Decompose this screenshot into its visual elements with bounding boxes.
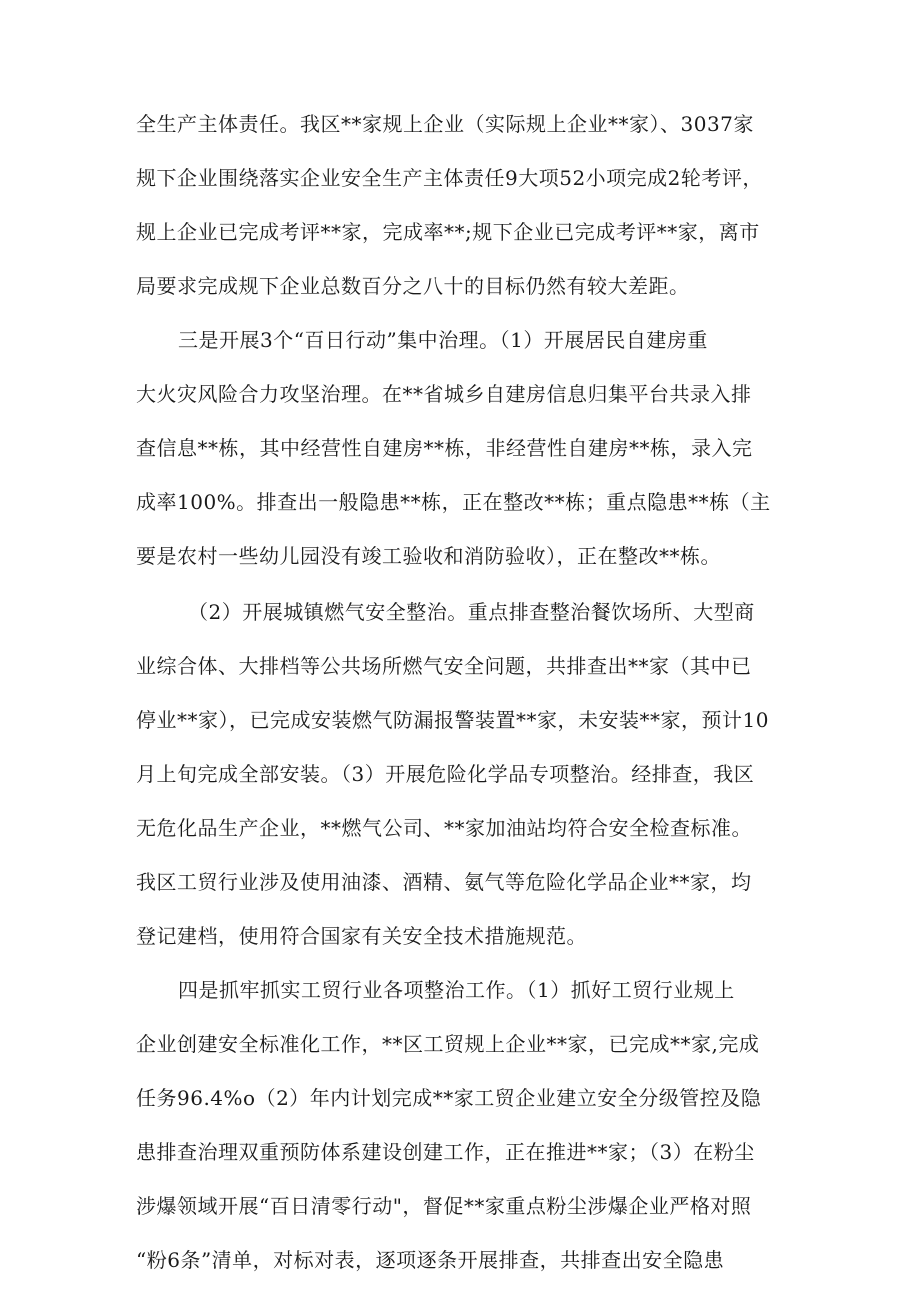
text-line: 查信息**栋，其中经营性自建房**栋，非经营性自建房**栋，录入完 bbox=[136, 436, 753, 460]
text-line: 要是农村一些幼儿园没有竣工验收和消防验收），正在整改**栋。 bbox=[136, 544, 721, 568]
text-line: “粉6条”清单，对标对表，逐项逐条开展排查，共排查出安全隐患 bbox=[136, 1248, 725, 1272]
paragraph-start-line: 四是抓牢抓实工贸行业各项整治工作。（1）抓好工贸行业规上 bbox=[178, 978, 735, 1002]
text-line: 局要求完成规下企业总数百分之八十的目标仍然有较大差距。 bbox=[136, 274, 690, 298]
paragraph-start-line: （2）开展城镇燃气安全整治。重点排查整治餐饮场所、大型商 bbox=[188, 600, 755, 624]
text-line: 成率100%。排查出一般隐患**栋，正在整改**栋；重点隐患**栋（主 bbox=[136, 490, 771, 514]
text-line: 大火灾风险合力攻坚治理。在**省城乡自建房信息归集平台共录入排 bbox=[136, 382, 752, 406]
text-line: 登记建档，使用符合国家有关安全技术措施规范。 bbox=[136, 924, 587, 948]
text-line: 我区工贸行业涉及使用油漆、酒精、氨气等危险化学品企业**家，均 bbox=[136, 870, 752, 894]
text-line: 规下企业围绕落实企业安全生产主体责任9大项52小项完成2轮考评， bbox=[136, 166, 763, 190]
text-line: 患排查治理双重预防体系建设创建工作，正在推进**家；（3）在粉尘 bbox=[136, 1140, 755, 1164]
text-line: 无危化品生产企业，**燃气公司、**家加油站均符合安全检查标准。 bbox=[136, 816, 752, 840]
text-line: 涉爆领域开展“百日清零行动"，督促**家重点粉尘涉爆企业严格对照 bbox=[136, 1194, 752, 1218]
paragraph-start-line: 三是开展3个“百日行动”集中治理。（1）开展居民自建房重 bbox=[178, 328, 708, 352]
text-line: 全生产主体责任。我区**家规上企业（实际规上企业**家）、3037家 bbox=[136, 112, 754, 136]
text-line: 业综合体、大排档等公共场所燃气安全问题，共排查出**家（其中已 bbox=[136, 654, 752, 678]
text-line: 规上企业已完成考评**家，完成率**;规下企业已完成考评**家，离市 bbox=[136, 220, 760, 244]
text-line: 任务96.4%o（2）年内计划完成**家工贸企业建立安全分级管控及隐 bbox=[136, 1086, 762, 1110]
text-line: 月上旬完成全部安装。（3）开展危险化学品专项整治。经排查，我区 bbox=[136, 762, 755, 786]
text-line: 停业**家），已完成安装燃气防漏报警装置**家，未安装**家，预计10 bbox=[136, 708, 769, 732]
text-line: 企业创建安全标准化工作，**区工贸规上企业**家，已完成**家,完成 bbox=[136, 1032, 760, 1056]
